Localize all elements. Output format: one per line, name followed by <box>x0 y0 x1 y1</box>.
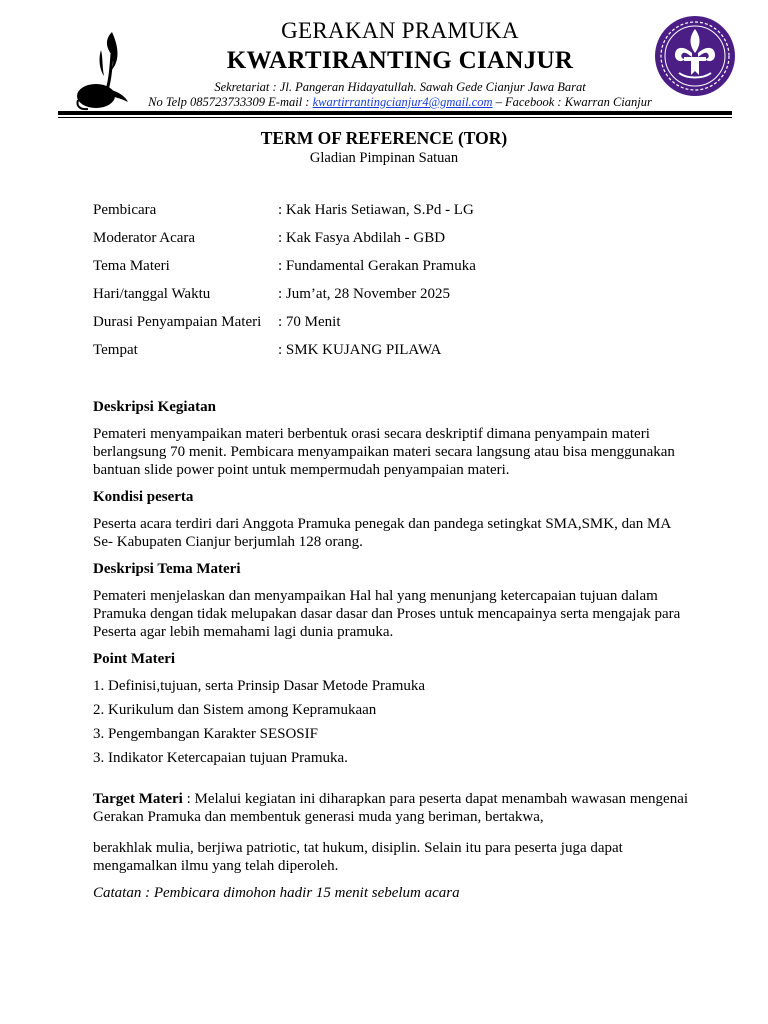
info-value: : SMK KUJANG PILAWA <box>278 342 442 358</box>
contact-phone: No Telp 085723733309 E-mail : <box>148 95 313 109</box>
info-row <box>93 258 476 286</box>
info-label: Hari/tanggal Waktu <box>93 286 211 302</box>
contact-facebook: – Facebook : Kwarran Cianjur <box>492 95 652 109</box>
contact-line <box>120 95 680 110</box>
section-heading-kondisi-peserta: Kondisi peserta <box>93 489 194 505</box>
section-heading-deskripsi-kegiatan: Deskripsi Kegiatan <box>93 399 216 415</box>
info-row <box>93 314 476 342</box>
list-item: 3. Pengembangan Karakter SESOSIF <box>93 726 318 742</box>
info-value: : Kak Fasya Abdilah - GBD <box>278 230 446 246</box>
info-label: Moderator Acara <box>93 230 196 246</box>
info-row <box>93 342 476 370</box>
section-text-kondisi-peserta: Peserta acara terdiri dari Anggota Pramuka penegak dan pandega setingkat SMA,SMK, dan MA Se- Kabupaten Cianjur berjumlah 128 orang. <box>93 516 671 550</box>
list-item: 3. Indikator Ketercapaian tujuan Pramuka. <box>93 750 348 766</box>
section-heading-deskripsi-tema: Deskripsi Tema Materi <box>93 561 241 577</box>
note-text: Catatan : Pembicara dimohon hadir 15 menit sebelum acara <box>93 885 460 901</box>
target-materi-text: : Melalui kegiatan ini diharapkan para peserta dapat menambah wawasan mengenai Gerakan Pramuka dan membentuk generasi muda yang beriman, bertakwa, <box>93 791 689 825</box>
info-label: Durasi Penyampaian Materi <box>93 314 262 330</box>
info-label: Tema Materi <box>93 258 170 274</box>
point-materi-list <box>93 677 693 773</box>
section-text-deskripsi-kegiatan: Pemateri menyampaikan materi berbentuk orasi secara deskriptif dimana penyampain materi berlangsung 70 menit. Pembicara menyampaikan materi secara langsung atau bisa menggunakan bantuan slide power point untuk mempermudah penyampaian materi. <box>93 426 675 478</box>
info-value: : Fundamental Gerakan Pramuka <box>278 258 476 274</box>
info-row <box>93 230 476 258</box>
section-heading-point-materi: Point Materi <box>93 651 176 667</box>
info-row <box>93 286 476 314</box>
document-subtitle: Gladian Pimpinan Satuan <box>309 150 459 166</box>
document-body <box>93 398 693 911</box>
info-value: : Kak Haris Setiawan, S.Pd - LG <box>278 202 474 218</box>
header-divider-thin <box>58 117 732 118</box>
document-title: TERM OF REFERENCE (TOR) <box>260 128 508 148</box>
unit-name: KWARTIRANTING CIANJUR <box>226 47 574 74</box>
section-text-deskripsi-tema: Pemateri menjelaskan dan menyampaikan Hal hal yang menunjang ketercapaian tujuan dalam Pramuka dengan tidak melupakan dasar dasar dan Proses untuk mencapainya serta mengajak para Peserta agar lebih memahami lagi dunia pramuka. <box>93 588 681 640</box>
info-label: Tempat <box>93 342 138 358</box>
address-line: Sekretariat : Jl. Pangeran Hidayatullah. Sawah Gede Cianjur Jawa Barat <box>214 80 586 94</box>
target-materi-paragraph <box>93 790 693 826</box>
email-link[interactable]: kwartirrantingcianjur4@gmail.com <box>312 95 493 109</box>
info-label: Pembicara <box>93 202 157 218</box>
target-materi-label: Target Materi <box>93 791 183 807</box>
target-materi-continued: berakhlak mulia, berjiwa patriotic, tat hukum, disiplin. Selain itu para peserta juga dapat mengamalkan ilmu yang telah diperoleh. <box>93 840 623 874</box>
info-row <box>93 202 476 230</box>
info-value: : Jum’at, 28 November 2025 <box>278 286 451 302</box>
list-item: 1. Definisi,tujuan, serta Prinsip Dasar Metode Pramuka <box>93 678 426 694</box>
org-name: GERAKAN PRAMUKA <box>281 18 519 43</box>
info-table <box>93 202 476 370</box>
info-value: : 70 Menit <box>278 314 341 330</box>
header-divider-thick <box>58 111 732 115</box>
list-item: 2. Kurikulum dan Sistem among Kepramukaan <box>93 702 377 718</box>
